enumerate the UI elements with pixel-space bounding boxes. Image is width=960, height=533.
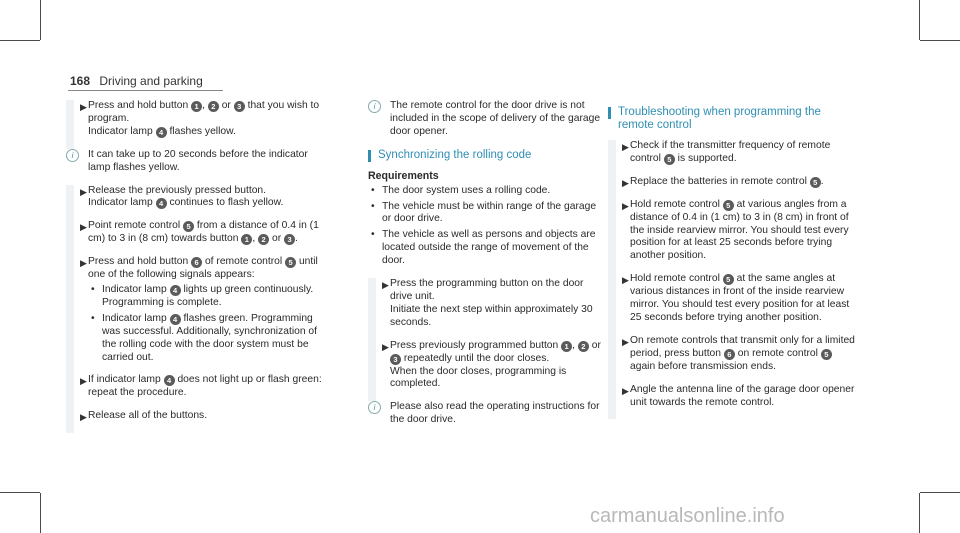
step: ▶ Press and hold button 6 of remote control 5 until one of the following signals appears: • Indicator lamp 4 lights up green continuously. Programming is complete. • Indicator lamp 4 flashes green. Programming was successful. Additionally, synchronization of the rolling code with the door system must be carried out. [66,256,328,364]
list-item: • The vehicle as well as persons and objects are located outside the range of movement of the door. [368,229,608,268]
number-badge: 5 [810,177,821,188]
info-note: i Please also read the operating instructions for the door drive. [368,401,608,427]
page-number: 168 [70,74,91,88]
step: ▶ If indicator lamp 4 does not light up or flash green: repeat the procedure. [66,374,328,400]
info-icon: i [368,401,381,414]
number-badge: 4 [156,127,167,138]
arrow-icon: ▶ [622,385,629,396]
arrow-icon: ▶ [622,200,629,211]
list-item: • Indicator lamp 4 lights up green continuously. Programming is complete. [88,284,328,310]
crop-mark [40,0,41,40]
number-badge: 6 [724,349,735,360]
info-note: i It can take up to 20 seconds before the indicator lamp flashes yellow. [66,149,328,175]
column-2 [368,100,608,437]
arrow-icon: ▶ [382,280,389,291]
arrow-icon: ▶ [80,186,87,197]
section-heading: Synchronizing the rolling code [368,149,608,162]
step: ▶ Hold remote control 5 at the same angles at various distances in front of the inside rearview mirror. You should test every position for at least 25 seconds before trying another position. [608,273,858,325]
step: ▶ Replace the batteries in remote control 5 . [608,176,858,189]
step: ▶ Press the programming button on the door drive unit. Initiate the next step within approximately 30 seconds. [368,278,608,330]
arrow-icon: ▶ [622,177,629,188]
arrow-icon: ▶ [80,222,87,233]
info-icon: i [66,149,79,162]
page-header [70,74,203,88]
number-badge: 1 [241,234,252,245]
page-title: Driving and parking [99,74,203,88]
list-item: • The door system uses a rolling code. [368,185,608,198]
list-item: • The vehicle must be within range of the garage or door drive. [368,201,608,227]
step: ▶ Point remote control 5 from a distance of 0.4 in (1 cm) to 3 in (8 cm) towards button 1 , 2 or 3 . [66,220,328,246]
number-badge: 1 [191,101,202,112]
number-badge: 5 [723,274,734,285]
crop-mark [0,492,40,493]
column-1 [66,100,328,433]
requirements-title: Requirements [368,169,439,182]
number-badge: 4 [170,314,181,325]
info-note: i The remote control for the door drive is not included in the scope of delivery of the garage door opener. [368,100,608,139]
number-badge: 4 [156,198,167,209]
arrow-icon: ▶ [622,275,629,286]
step: ▶ Release the previously pressed button. Indicator lamp 4 continues to flash yellow. [66,185,328,211]
number-badge: 2 [578,341,589,352]
step: ▶ Hold remote control 5 at various angles from a distance of 0.4 in (1 cm) to 3 in (8 cm) in front of the inside rearview mirror. You should test every position for at least 25 seconds before trying another position. [608,199,858,264]
section-heading: Troubleshooting when programming the remote control [608,106,858,132]
arrow-icon: ▶ [80,258,87,269]
arrow-icon: ▶ [622,336,629,347]
crop-mark [40,493,41,533]
arrow-icon: ▶ [80,102,87,112]
arrow-icon: ▶ [80,412,87,423]
header-rule [68,90,223,91]
step: ▶ Press previously programmed button 1 , 2 or 3 repeatedly until the door closes. When the door closes, programming is completed. [368,340,608,392]
crop-mark [919,0,920,40]
number-badge: 4 [170,285,181,296]
arrow-icon: ▶ [622,142,629,152]
number-badge: 3 [234,101,245,112]
number-badge: 2 [258,234,269,245]
number-badge: 2 [208,101,219,112]
number-badge: 4 [164,375,175,386]
number-badge: 1 [561,341,572,352]
step: ▶ Press and hold button 1 , 2 or 3 that you wish to program. Indicator lamp 4 flashes yellow. [66,100,328,139]
crop-mark [0,40,40,41]
step: ▶ Check if the transmitter frequency of remote control 5 is supported. [608,140,858,166]
arrow-icon: ▶ [80,376,87,387]
crop-mark [920,40,960,41]
arrow-icon: ▶ [382,341,389,352]
number-badge: 5 [723,200,734,211]
number-badge: 5 [664,154,675,165]
number-badge: 6 [191,257,202,268]
step: ▶ Angle the antenna line of the garage door opener unit towards the remote control. [608,384,858,410]
number-badge: 3 [390,354,401,365]
number-badge: 3 [284,234,295,245]
watermark: carmanualsonline.info [590,505,785,527]
list-item: • Indicator lamp 4 flashes green. Programming was successful. Additionally, synchronization of the rolling code with the door system must be carried out. [88,313,328,365]
step: ▶ On remote controls that transmit only for a limited period, press button 6 on remote control 5 again before transmission ends. [608,335,858,374]
number-badge: 5 [183,221,194,232]
column-3 [608,100,858,419]
number-badge: 5 [285,257,296,268]
step: ▶ Release all of the buttons. [66,410,328,423]
number-badge: 5 [821,349,832,360]
crop-mark [920,492,960,493]
info-icon: i [368,100,381,113]
crop-mark [919,493,920,533]
